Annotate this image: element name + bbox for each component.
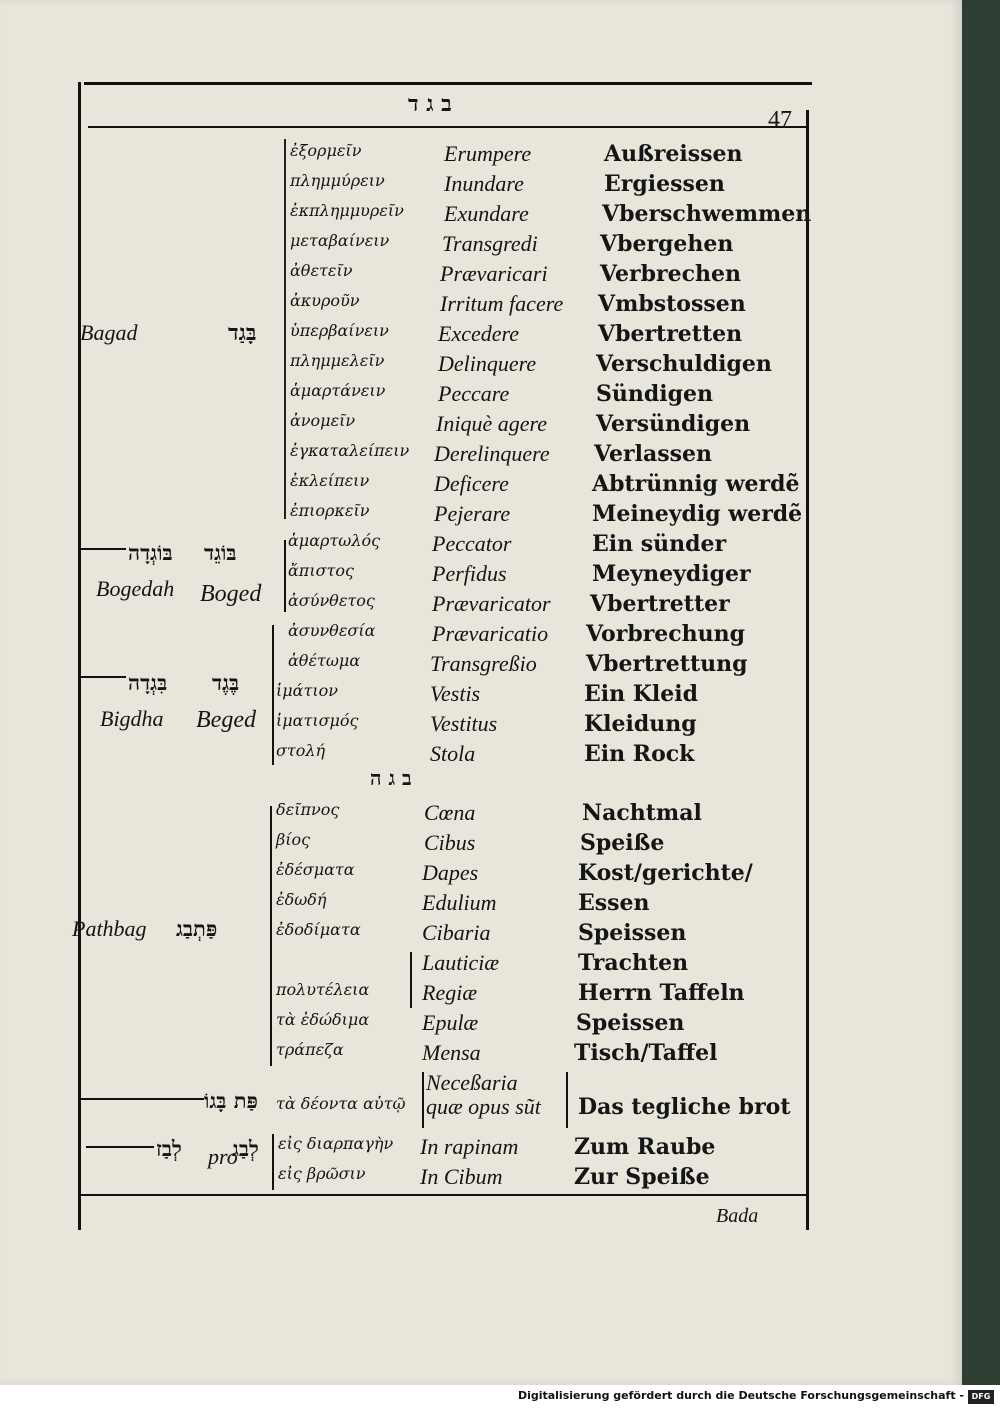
german-term: Vbertrettung bbox=[586, 651, 748, 677]
brace-lebag bbox=[272, 1134, 274, 1190]
greek-term: ἀθέτωμα bbox=[288, 651, 361, 670]
greek-term: πολυτέλεια bbox=[276, 980, 370, 999]
greek-term: ἐδοδίματα bbox=[276, 920, 361, 939]
latin-term: Inundare bbox=[444, 171, 524, 196]
greek-term: εἰς διαρπαγὴν bbox=[278, 1134, 394, 1153]
greek-term: ἐγκαταλείπειν bbox=[290, 441, 410, 460]
root-translit-bagad: Bagad bbox=[80, 320, 138, 345]
root-hebrew-lebaz: לְבַז bbox=[156, 1136, 182, 1161]
latin-term: Vestitus bbox=[430, 711, 498, 736]
rule-bogedah bbox=[80, 548, 126, 550]
greek-term: ἐπιορκεῖν bbox=[290, 501, 370, 520]
german-term: Vberschwemmen bbox=[602, 201, 812, 227]
greek-term: ἄπιστος bbox=[288, 561, 354, 580]
root-hebrew-bagad: בָּגַד bbox=[228, 320, 257, 346]
root-hebrew-lebag: לְבַג bbox=[232, 1136, 259, 1161]
latin-term: Erumpere bbox=[444, 141, 532, 166]
root-translit-beged: Beged bbox=[196, 707, 256, 733]
german-term: Verbrechen bbox=[600, 261, 741, 287]
german-term: Ein Kleid bbox=[584, 681, 698, 707]
greek-term: δεῖπνος bbox=[276, 800, 340, 819]
root-hebrew-boged: בּוֹגֵד bbox=[204, 540, 237, 565]
latin-term: Derelinquere bbox=[434, 441, 550, 466]
greek-term: ἐξορμεῖν bbox=[290, 141, 362, 160]
latin-term: Prævaricatio bbox=[432, 621, 549, 646]
greek-term: ἀσύνθετος bbox=[288, 591, 375, 610]
latin-term: Vestis bbox=[430, 681, 481, 706]
greek-term: ὑπερβαίνειν bbox=[290, 321, 389, 340]
german-term: Speissen bbox=[578, 920, 687, 946]
greek-term: τὰ δέοντα αὐτῷ bbox=[276, 1094, 406, 1113]
latin-term: Prævaricari bbox=[440, 261, 548, 286]
german-term: Abtrünnig werdẽ bbox=[592, 471, 800, 497]
frame-top-inner bbox=[88, 126, 808, 128]
root-translit-boged: Boged bbox=[200, 581, 262, 607]
catchword: Bada bbox=[716, 1205, 759, 1227]
greek-term: στολή bbox=[276, 741, 326, 760]
latin-term: Stola bbox=[430, 741, 476, 766]
rule-pathbagi bbox=[80, 1098, 204, 1100]
running-head: ב ג ד bbox=[408, 91, 452, 117]
german-term: Meyneydiger bbox=[592, 561, 751, 587]
greek-term: πλημμελεῖν bbox=[290, 351, 385, 370]
greek-term: ἀσυνθεσία bbox=[288, 621, 376, 640]
root-hebrew-bigdha: בִּגְדָה bbox=[128, 670, 168, 695]
german-term: Zum Raube bbox=[574, 1134, 716, 1160]
frame-left bbox=[78, 82, 81, 1230]
greek-term: τράπεζα bbox=[276, 1040, 344, 1059]
german-term: Vbertretten bbox=[598, 321, 743, 347]
latin-term: Cœna bbox=[424, 800, 476, 825]
greek-term: πλημμύρειν bbox=[290, 171, 385, 190]
german-term: Ergiessen bbox=[604, 171, 725, 197]
german-term: Verlassen bbox=[594, 441, 713, 467]
german-term: Zur Speiße bbox=[574, 1164, 710, 1190]
latin-term: Prævaricator bbox=[432, 591, 551, 616]
rule-bigdha bbox=[80, 676, 126, 678]
german-term: Tisch/Taffel bbox=[574, 1040, 718, 1066]
greek-term: ἁμαρτωλός bbox=[288, 531, 381, 550]
greek-term: ἱματισμός bbox=[276, 711, 359, 730]
german-term: Verschuldigen bbox=[596, 351, 772, 377]
latin-term: In Cibum bbox=[420, 1164, 503, 1189]
german-term: Das tegliche brot bbox=[578, 1094, 791, 1120]
latin-term: Neceßaria bbox=[426, 1070, 518, 1095]
latin-term: Dapes bbox=[422, 860, 479, 885]
latin-term: Irritum facere bbox=[440, 291, 564, 316]
german-term: Vbergehen bbox=[600, 231, 734, 257]
german-term: Speiße bbox=[580, 830, 665, 856]
german-term: Sündigen bbox=[596, 381, 713, 407]
credit-line: Digitalisierung gefördert durch die Deutsche Forschungsgemeinschaft - bbox=[517, 1389, 964, 1402]
latin-term: Delinquere bbox=[438, 351, 537, 376]
scan-background bbox=[962, 0, 1000, 1385]
latin-term: Mensa bbox=[422, 1040, 481, 1065]
latin-term: Lauticiæ bbox=[422, 950, 500, 975]
latin-term: Epulæ bbox=[422, 1010, 479, 1035]
frame-top bbox=[84, 82, 812, 85]
latin-term: Regiæ bbox=[422, 980, 477, 1005]
latin-term: Deficere bbox=[434, 471, 509, 496]
greek-term: ἀθετεῖν bbox=[290, 261, 353, 280]
greek-term: ἐδέσματα bbox=[276, 860, 355, 879]
root-translit-bogedah: Bogedah bbox=[96, 576, 175, 601]
latin-term: Pejerare bbox=[434, 501, 511, 526]
german-term: Meineydig werdẽ bbox=[592, 501, 803, 527]
greek-term: ἐκπλημμυρεῖν bbox=[290, 201, 404, 220]
brace-lauticiae bbox=[410, 952, 412, 1008]
greek-term: βίος bbox=[276, 830, 311, 849]
latin-term: Peccare bbox=[438, 381, 510, 406]
brace-necessaria-right bbox=[566, 1072, 568, 1128]
root-hebrew-pathbag: פַּתְבַג bbox=[176, 916, 218, 941]
root-hebrew-beged: בֶּגֶד bbox=[212, 670, 240, 695]
brace-necessaria-left bbox=[422, 1072, 424, 1128]
brace-bigdha bbox=[272, 625, 274, 765]
latin-term: Perfidus bbox=[432, 561, 507, 586]
german-term: Vorbrechung bbox=[586, 621, 746, 647]
greek-term: ἐδωδή bbox=[276, 890, 327, 909]
latin-term: Iniquè agere bbox=[436, 411, 547, 436]
rule-lebag bbox=[86, 1146, 154, 1148]
german-term: Kost/gerichte/ bbox=[578, 860, 753, 886]
german-term: Nachtmal bbox=[582, 800, 702, 826]
german-term: Trachten bbox=[578, 950, 689, 976]
greek-term: ἀκυροῦν bbox=[290, 291, 360, 310]
german-term: Außreissen bbox=[604, 141, 743, 167]
latin-term: Cibaria bbox=[422, 920, 491, 945]
brace-pathbag bbox=[270, 806, 272, 1066]
latin-term: In rapinam bbox=[420, 1134, 519, 1159]
page-number: 47 bbox=[768, 107, 792, 133]
section-heading-bgh: ב ג ה bbox=[370, 766, 412, 790]
greek-term: εἰς βρῶσιν bbox=[278, 1164, 366, 1183]
greek-term: ἐκλείπειν bbox=[290, 471, 370, 490]
latin-term: Excedere bbox=[438, 321, 520, 346]
german-term: Versündigen bbox=[596, 411, 751, 437]
german-term: Ein Rock bbox=[584, 741, 695, 767]
greek-term: ἀνομεῖν bbox=[290, 411, 356, 430]
root-prep-pro: pro bbox=[208, 1144, 238, 1169]
greek-term: τὰ ἐδώδιμα bbox=[276, 1010, 370, 1029]
german-term: Speissen bbox=[576, 1010, 685, 1036]
latin-term: Edulium bbox=[422, 890, 497, 915]
root-hebrew-bogedah: בּוֹגְדָה bbox=[128, 540, 173, 565]
root-translit-pathbag: Pathbag bbox=[72, 916, 147, 941]
latin-term: Cibus bbox=[424, 830, 476, 855]
latin-term: Transgreßio bbox=[430, 651, 537, 676]
root-translit-bigdha: Bigdha bbox=[100, 706, 164, 731]
german-term: Herrn Taffeln bbox=[578, 980, 745, 1006]
frame-bottom bbox=[80, 1194, 808, 1196]
greek-term: ἁμαρτάνειν bbox=[290, 381, 386, 400]
dfg-logo: DFG bbox=[968, 1390, 994, 1404]
latin-term: quæ opus sũt bbox=[426, 1094, 541, 1119]
latin-term: Exundare bbox=[444, 201, 529, 226]
german-term: Kleidung bbox=[584, 711, 697, 737]
german-term: Ein sünder bbox=[592, 531, 727, 557]
greek-term: ἱμάτιον bbox=[276, 681, 338, 700]
greek-term: μεταβαίνειν bbox=[290, 231, 390, 250]
german-term: Vmbstossen bbox=[598, 291, 746, 317]
frame-right bbox=[806, 110, 809, 1230]
latin-term: Transgredi bbox=[442, 231, 538, 256]
brace-bogedah bbox=[284, 540, 286, 612]
german-term: Vbertretter bbox=[590, 591, 730, 617]
root-hebrew-pathbagi: פַּת בָּגוֹ bbox=[204, 1088, 258, 1113]
german-term: Essen bbox=[578, 890, 650, 916]
latin-term: Peccator bbox=[432, 531, 512, 556]
